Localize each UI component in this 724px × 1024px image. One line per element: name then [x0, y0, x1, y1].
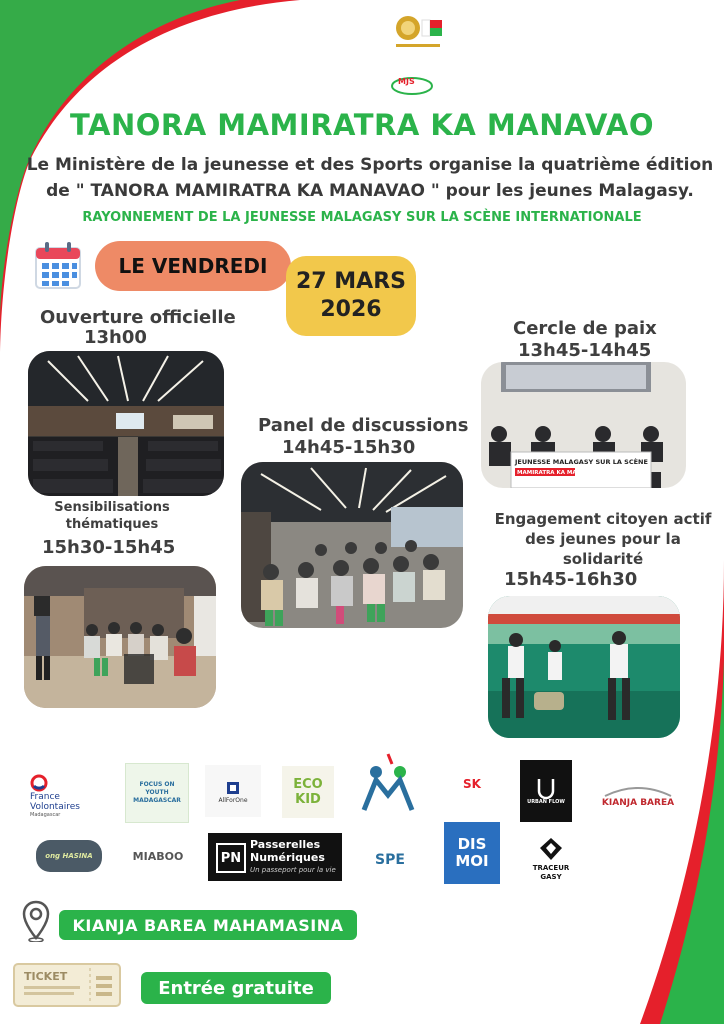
partner-kianja-barea-logo: [598, 778, 678, 814]
ecokid-text: ECO KID: [293, 777, 323, 807]
miaboo-text: MIABOO: [132, 849, 184, 863]
civic-title-line-2: des jeunes pour la: [525, 530, 681, 548]
dismoi-text: DIS MOI: [455, 835, 489, 870]
calendar-icon: [34, 240, 82, 290]
venue-text: KIANJA BAREA MAHAMASINA: [72, 915, 344, 935]
venue-label: [59, 910, 357, 940]
ticket-icon: [12, 960, 122, 1010]
tracteur-text: TRACEUR GASY: [532, 864, 570, 881]
partner-spe-logo: [364, 834, 416, 886]
ministry-emblem: [390, 12, 446, 52]
event-title: TANORA MAMIRATRA KA MANAVAO: [69, 108, 655, 142]
partner-miaboo-logo: [130, 843, 186, 869]
pn-mark: PN: [216, 843, 246, 873]
panel-time: 14h45-15h30: [282, 437, 416, 458]
peace-photo: [481, 362, 686, 488]
entry-label: [141, 972, 331, 1004]
intro-line-1: Le Ministère de la jeunesse et des Sports organise la quatrième édition: [26, 155, 714, 175]
france-volontaires-icon: [30, 774, 48, 792]
france-vol-line-3: Madagascar: [30, 812, 61, 818]
peace-banner-text-2: MAMIRATRA KA MANAVA: [517, 470, 594, 476]
event-intro: [20, 152, 720, 204]
tracteur-icon: [536, 834, 566, 864]
day-badge: [95, 241, 291, 291]
civic-title: [488, 509, 718, 569]
partner-tracteur-logo: [528, 828, 574, 888]
partner-urbanflow-logo: [520, 760, 572, 822]
partner-sti-logo: [358, 750, 418, 818]
panel-photo: [241, 462, 463, 628]
pn-title-2: Numériques: [250, 851, 325, 864]
date-day-month: 27 MARS: [296, 269, 406, 294]
partner-sk-logo: [448, 770, 496, 798]
mjs-logo: [390, 74, 434, 96]
pn-title-1: Passerelles: [250, 838, 321, 851]
peace-banner-text: JEUNESSE MALAGASY SUR LA SCÈNE: [515, 458, 648, 466]
urbanflow-icon: [535, 777, 557, 799]
civic-title-line-3: solidarité: [562, 550, 644, 568]
entry-text: Entrée gratuite: [158, 977, 314, 999]
civic-title-line-1: Engagement citoyen actif: [494, 510, 712, 528]
location-pin-icon: [22, 900, 50, 942]
kianja-text: KIANJA BAREA: [601, 798, 675, 808]
focus-youth-text: FOCUS ON YOUTH MADAGASCAR: [133, 781, 181, 804]
opening-time: 13h00: [84, 327, 147, 348]
awareness-time: 15h30-15h45: [42, 537, 176, 558]
hasina-text: ong HASINA: [45, 852, 93, 860]
civic-photo: [488, 596, 680, 738]
partner-allforone-logo: [205, 765, 261, 817]
partner-dismoi-logo: [444, 822, 500, 884]
day-badge-label: LE VENDREDI: [118, 254, 268, 278]
civic-time: 15h45-16h30: [504, 569, 638, 590]
panel-title: Panel de discussions: [258, 415, 469, 436]
peace-title: Cercle de paix: [513, 318, 657, 339]
awareness-title: [24, 499, 200, 533]
urbanflow-text: URBAN FLOW: [527, 799, 565, 805]
awareness-photo: [24, 566, 216, 708]
date-year: 2026: [320, 297, 382, 322]
allforone-text: AllForOne: [218, 796, 248, 804]
france-vol-line-2: Volontaires: [30, 802, 80, 812]
pn-subtitle: Un passeport pour la vie: [250, 866, 336, 874]
people-hands-icon: [358, 750, 418, 818]
partner-ecokid-logo: [282, 766, 334, 818]
partner-passerelles-logo: [208, 833, 342, 881]
awareness-title-line-2: thématiques: [65, 517, 159, 532]
sk-text: SK: [463, 777, 481, 791]
stadium-icon: [603, 784, 673, 798]
spe-text: SPE: [375, 852, 405, 868]
event-tagline: RAYONNEMENT DE LA JEUNESSE MALAGASY SUR LA SCÈNE INTERNATIONALE: [82, 210, 642, 225]
mjs-logo-text: MJS: [398, 77, 415, 86]
partner-france-volontaires-logo: [30, 768, 96, 824]
intro-line-2: de " TANORA MAMIRATRA KA MANAVAO " pour les jeunes Malagasy.: [46, 181, 694, 201]
peace-time: 13h45-14h45: [518, 340, 652, 361]
opening-photo: [28, 351, 224, 496]
allforone-icon: [224, 779, 242, 797]
date-badge: [286, 256, 416, 336]
opening-title: Ouverture officielle: [40, 307, 236, 328]
france-vol-line-1: France: [30, 792, 60, 802]
partner-focus-youth-logo: [125, 763, 189, 823]
awareness-title-line-1: Sensibilisations: [54, 500, 170, 515]
ticket-text: TICKET: [24, 970, 68, 983]
partner-hasina-logo: [36, 840, 102, 872]
